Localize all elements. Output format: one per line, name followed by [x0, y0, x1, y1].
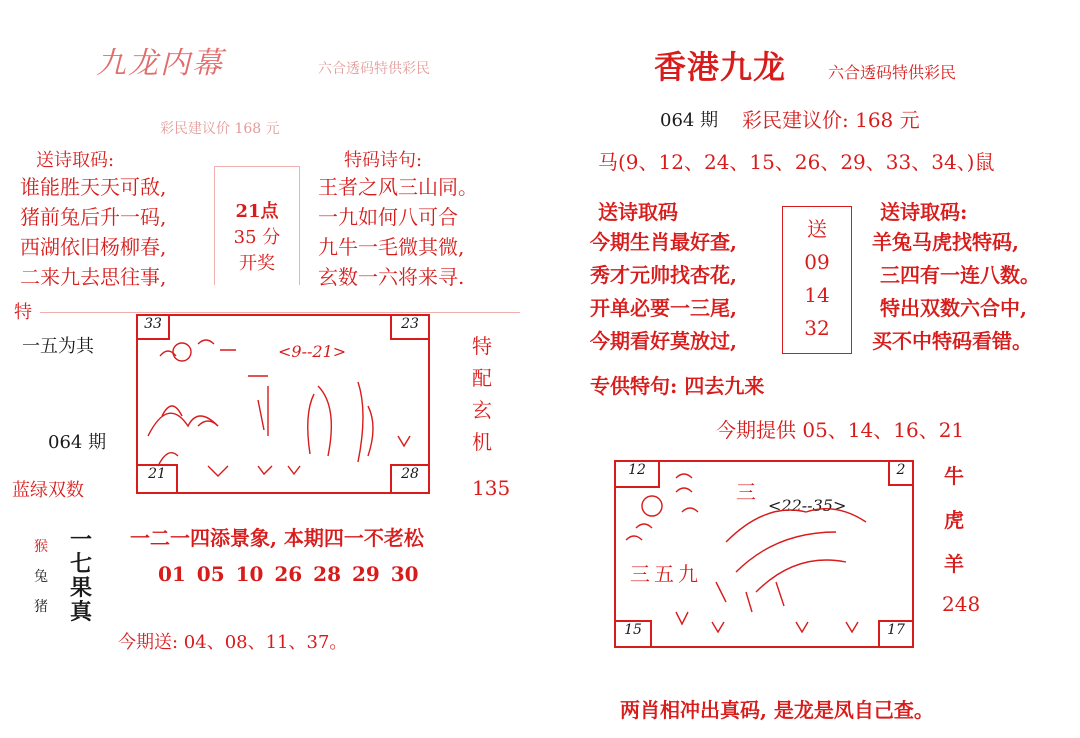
right-issue: 064 期	[660, 110, 719, 131]
left-corner-tr: 23	[390, 314, 430, 340]
special-line-4: 玄数一六将来寻.	[318, 265, 465, 289]
right-poem-left-4: 今期看好莫放过,	[590, 329, 737, 353]
draw-time-hour: 21点	[235, 201, 279, 222]
te-label: 特	[14, 302, 32, 323]
left-frame-note: <9--21>	[278, 342, 347, 361]
right-frame-san: 三	[736, 480, 756, 504]
send-box	[782, 206, 852, 354]
right-poem-heading-left: 送诗取码	[598, 200, 678, 224]
special-line-1: 王者之风三山同。	[318, 175, 478, 199]
right-footer: 两肖相冲出真码, 是龙是凤自己查。	[620, 698, 934, 722]
special-line-2: 一九如何八可合	[318, 205, 458, 229]
animal-big-2: 七	[70, 551, 93, 577]
horse-line: 马(9、12、24、15、26、29、33、34、)鼠	[598, 150, 995, 174]
yiwu-label: 一五为其	[22, 336, 94, 357]
left-today-send: 今期送: 04、08、11、37。	[118, 632, 348, 653]
vertical-char-1: 特	[472, 334, 492, 358]
right-poem-right-3: 特出双数六合中,	[880, 296, 1027, 320]
right-price: 彩民建议价: 168 元	[742, 108, 920, 132]
left-sketch-drawing	[138, 316, 428, 492]
right-animal-1: 牛	[944, 464, 964, 488]
left-poem-line-4: 二来九去思往事,	[20, 265, 167, 289]
right-subtitle: 六合透码特供彩民	[828, 63, 957, 82]
right-poem-heading-right: 送诗取码:	[880, 200, 968, 224]
animal-small-3: 猪	[34, 599, 48, 615]
left-corner-tl: 33	[136, 314, 170, 340]
right-poem-right-2: 三四有一连八数。	[880, 263, 1040, 287]
right-corner-bl: 15	[614, 620, 652, 648]
left-subtitle-price: 彩民建议价 168 元	[160, 121, 280, 137]
special-poem	[318, 172, 478, 292]
send-box-num-2: 14	[804, 283, 830, 307]
right-title: 香港九龙	[654, 48, 787, 86]
draw-time-minute: 35 分	[233, 227, 281, 248]
right-sketch-frame	[614, 460, 914, 648]
right-poem-right-4: 买不中特码看错。	[872, 329, 1032, 353]
animals-big	[70, 528, 92, 624]
right-sun-sketch	[642, 496, 662, 516]
draw-time-box	[214, 166, 300, 285]
right-corner-tl: 12	[614, 460, 660, 488]
right-poem-left-3: 开单必要一三尾,	[590, 296, 737, 320]
right-poem-right-1: 羊兔马虎找特码,	[872, 230, 1019, 254]
right-sketch-drawing	[616, 462, 912, 646]
left-numbers: 01 05 10 26 28 29 30	[158, 562, 419, 586]
vertical-char-3: 玄	[472, 398, 492, 422]
send-box-label: 送	[807, 217, 827, 241]
right-poem-left-1: 今期生肖最好查,	[590, 230, 737, 254]
animal-small-2: 兔	[34, 569, 48, 585]
right-animals	[944, 454, 964, 586]
animals-small	[34, 532, 48, 622]
vertical-char-2: 配	[472, 366, 492, 390]
left-issue: 064 期	[48, 432, 107, 453]
left-number-135: 135	[472, 476, 511, 500]
right-poem-right	[872, 226, 1040, 358]
special-line-3: 九牛一毛微其微,	[318, 235, 465, 259]
left-sketch-frame	[136, 314, 430, 494]
right-poem-left	[590, 226, 737, 358]
send-box-num-1: 09	[804, 250, 830, 274]
animal-big-3: 果	[70, 575, 93, 601]
right-number-248: 248	[942, 592, 981, 616]
right-corner-br: 17	[878, 620, 914, 648]
right-poem-left-2: 秀才元帅找杏花,	[590, 263, 737, 287]
sun-sketch	[173, 343, 191, 361]
animal-big-1: 一	[70, 527, 93, 553]
left-corner-bl: 21	[136, 464, 178, 494]
left-poem-line-1: 谁能胜天天可敌,	[20, 175, 167, 199]
right-frame-note: <22--35>	[768, 496, 847, 515]
vertical-char-4: 机	[472, 430, 492, 454]
lanlv-label: 蓝绿双数	[12, 480, 84, 501]
animal-small-1: 猴	[34, 539, 48, 555]
left-divider	[40, 312, 520, 313]
left-title: 九龙内幕	[96, 46, 224, 81]
today-provide: 今期提供 05、14、16、21	[716, 418, 965, 442]
left-corner-br: 28	[390, 464, 430, 494]
left-poem-heading: 送诗取码:	[36, 150, 115, 171]
send-box-num-3: 32	[804, 316, 830, 340]
right-frame-sanwu: 三五九	[630, 562, 702, 586]
left-banner: 一二一四添景象, 本期四一不老松	[130, 526, 424, 550]
right-animal-3: 羊	[944, 552, 964, 576]
left-poem	[20, 172, 166, 292]
left-subtitle: 六合透码特供彩民	[318, 61, 430, 77]
right-vertical-label	[472, 330, 492, 458]
left-poem-line-2: 猪前兔后升一码,	[20, 205, 167, 229]
special-phrase: 专供特句: 四去九来	[590, 374, 765, 398]
special-heading: 特码诗句:	[344, 150, 423, 171]
animal-big-4: 真	[70, 599, 93, 625]
left-poem-line-3: 西湖依旧杨柳春,	[20, 235, 167, 259]
draw-time-label: 开奖	[239, 253, 275, 274]
right-corner-tr: 2	[888, 460, 914, 486]
right-animal-2: 虎	[944, 508, 964, 532]
